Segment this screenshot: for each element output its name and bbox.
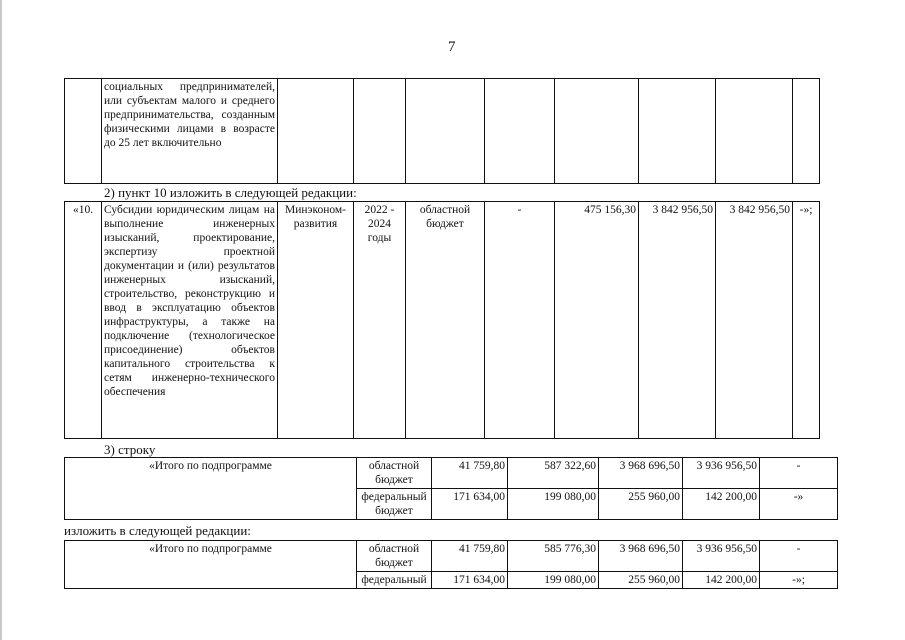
value-cell: 3 968 696,50 bbox=[599, 458, 683, 489]
table-row bbox=[65, 79, 820, 184]
table-cell bbox=[278, 79, 354, 184]
value-cell: 587 322,60 bbox=[508, 458, 599, 489]
value-cell: 199 080,00 bbox=[508, 572, 599, 589]
end-mark-cell: - bbox=[760, 458, 838, 489]
value-cell: 171 634,00 bbox=[432, 572, 508, 589]
value-cell: 475 156,30 bbox=[555, 202, 639, 439]
table-row bbox=[65, 541, 838, 572]
table-cell bbox=[555, 79, 639, 184]
source-cell: федеральный бюджет bbox=[357, 489, 432, 520]
instruction-item-2: 2) пункт 10 изложить в следующей редакции: bbox=[104, 185, 357, 200]
table-totals-new bbox=[64, 540, 838, 589]
value-cell: 3 936 956,50 bbox=[683, 541, 760, 572]
table-cell bbox=[793, 79, 820, 184]
value-cell: 3 936 956,50 bbox=[683, 458, 760, 489]
source-cell: областной бюджет bbox=[357, 541, 432, 572]
value-cell: - bbox=[485, 202, 555, 439]
source-cell: областной бюджет bbox=[406, 202, 485, 439]
table-cell bbox=[406, 79, 485, 184]
executor-cell: Минэконом-развития bbox=[278, 202, 354, 439]
table-item-10 bbox=[64, 201, 820, 439]
value-cell: 199 080,00 bbox=[508, 489, 599, 520]
table-cell bbox=[65, 79, 102, 184]
value-cell: 3 842 956,50 bbox=[716, 202, 793, 439]
end-mark-cell: -»; bbox=[793, 202, 820, 439]
value-cell: 255 960,00 bbox=[599, 572, 683, 589]
subsidy-name-cell: Субсидии юридическим лицам на выполнение инженерных изысканий, проектирование, экспертизу проектной документации и (или) результатов инженерных изысканий, строительство, реконструкцию и ввод в эксплуатацию объектов инфраструктуры, а также на подключение (технологическое присоединение) объектов капитального строительства к сетям инженерно-технического обеспечения bbox=[102, 202, 278, 439]
period-cell: 2022 - 2024 годы bbox=[354, 202, 406, 439]
table-cell bbox=[716, 79, 793, 184]
value-cell: 255 960,00 bbox=[599, 489, 683, 520]
item-number: «10. bbox=[65, 202, 102, 439]
value-cell: 3 842 956,50 bbox=[639, 202, 716, 439]
page-number: 7 bbox=[448, 39, 456, 55]
end-mark-cell: - bbox=[760, 541, 838, 572]
value-cell: 142 200,00 bbox=[683, 572, 760, 589]
source-cell: федеральный bbox=[357, 572, 432, 589]
end-mark-cell: -» bbox=[760, 489, 838, 520]
value-cell: 3 968 696,50 bbox=[599, 541, 683, 572]
table-row bbox=[65, 458, 838, 489]
subsidy-name-cell: социальных предпринимателей, или субъектам малого и среднего предпринимательства, созданным физическими лицами в возрасте до 25 лет включительно bbox=[102, 79, 278, 184]
page-edge bbox=[0, 0, 2, 640]
table-cell bbox=[639, 79, 716, 184]
totals-label: «Итого по подпрограмме bbox=[65, 541, 357, 589]
value-cell: 142 200,00 bbox=[683, 489, 760, 520]
totals-label: «Итого по подпрограмме bbox=[65, 458, 357, 520]
table-continuation bbox=[64, 78, 820, 184]
table-cell bbox=[485, 79, 555, 184]
value-cell: 41 759,80 bbox=[432, 458, 508, 489]
value-cell: 585 776,30 bbox=[508, 541, 599, 572]
instruction-restate: изложить в следующей редакции: bbox=[64, 523, 251, 538]
value-cell: 41 759,80 bbox=[432, 541, 508, 572]
table-row bbox=[65, 202, 820, 439]
table-cell bbox=[354, 79, 406, 184]
table-totals-old bbox=[64, 457, 838, 520]
instruction-item-3: 3) строку bbox=[104, 442, 156, 457]
end-mark-cell: -»; bbox=[760, 572, 838, 589]
value-cell: 171 634,00 bbox=[432, 489, 508, 520]
source-cell: областной бюджет bbox=[357, 458, 432, 489]
